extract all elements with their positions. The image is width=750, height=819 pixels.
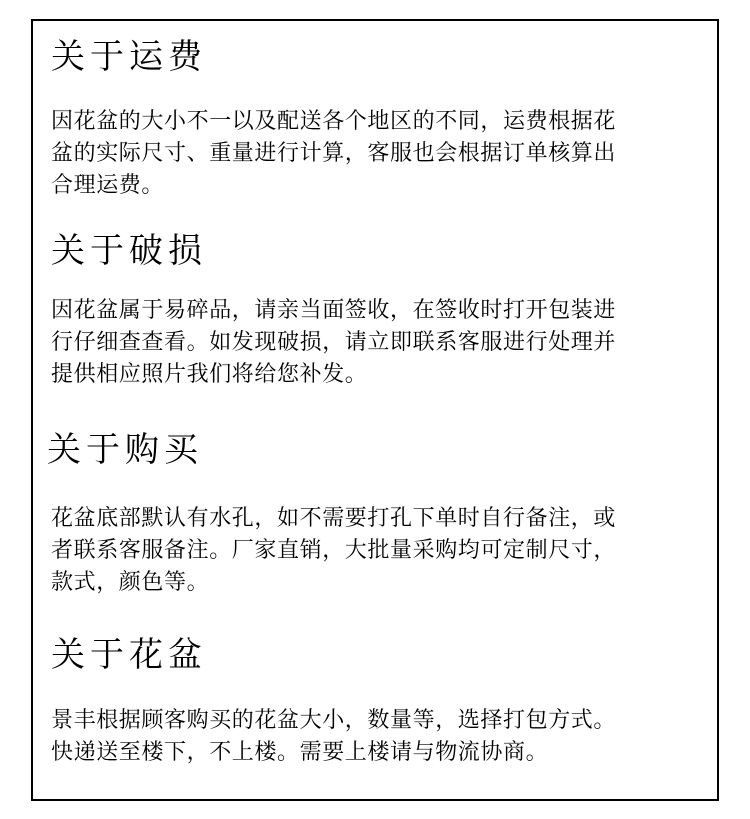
purchase-line: 款式，颜色等。 [51,570,210,595]
damage-line: 行仔细查查看。如发现破损，请立即联系客服进行处理并 [51,330,617,355]
shipping-heading: 关于运费 [51,37,207,77]
shipping-text [51,106,715,202]
flowerpot-text [51,705,715,769]
shipping-line: 因花盆的大小不一以及配送各个地区的不同，运费根据花 [51,109,617,134]
purchase-heading: 关于购买 [47,430,203,470]
purchase-text [51,503,715,599]
flowerpot-heading: 关于花盆 [51,635,207,675]
purchase-line: 花盆底部默认有水孔，如不需要打孔下单时自行备注，或 [51,506,617,531]
flowerpot-line: 快递送至楼下，不上楼。需要上楼请与物流协商。 [51,740,549,765]
damage-line: 因花盆属于易碎品，请亲当面签收，在签收时打开包装进 [51,298,617,323]
flowerpot-line: 景丰根据顾客购买的花盆大小，数量等，选择打包方式。 [51,708,617,733]
purchase-line: 者联系客服备注。厂家直销，大批量采购均可定制尺寸， [51,538,617,563]
damage-line: 提供相应照片我们将给您补发。 [51,362,368,387]
shipping-line: 盆的实际尺寸、重量进行计算，客服也会根据订单核算出 [51,141,617,166]
damage-heading: 关于破损 [51,231,207,271]
damage-text [51,295,715,391]
shipping-line: 合理运费。 [51,173,165,198]
